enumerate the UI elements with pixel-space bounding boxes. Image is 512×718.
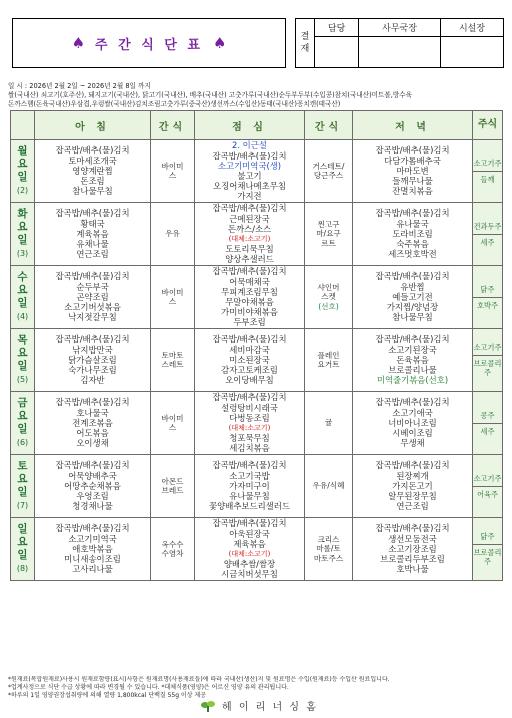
menu-item: 스 — [168, 171, 177, 180]
menu-notes — [8, 676, 508, 700]
menu-item: 숙가나무조림 — [68, 365, 117, 376]
menu-item: 소고기미역국(생) — [217, 160, 282, 171]
origin-cell — [473, 518, 503, 581]
menu-item: 고사리나물 — [72, 564, 113, 575]
day-label-char: 수 — [17, 271, 28, 283]
menu-item: 마/요구 — [316, 229, 341, 239]
menu-item: 소고기미역국 — [68, 533, 117, 544]
menu-item: 잡곡밥/배추(물)김치 — [212, 392, 287, 403]
menu-item: 참나물무침 — [392, 312, 433, 323]
menu-item: 계육볶음 — [76, 228, 109, 239]
menu-item: 크리스 — [317, 534, 340, 544]
table-row — [11, 203, 503, 266]
breakfast-cell — [35, 329, 151, 392]
origin-item: 콩주 — [473, 408, 502, 424]
origin-cell — [473, 392, 503, 455]
lunch-cell — [195, 140, 305, 203]
menu-item: 전계조볶음 — [72, 417, 113, 428]
menu-item: 무피계조림무침 — [221, 286, 278, 297]
menu-item: 요거트 — [317, 360, 340, 369]
day-label-char: 일 — [17, 549, 28, 561]
menu-item: 세즈멋호박전 — [388, 249, 437, 260]
menu-item: 유나물국 — [396, 218, 429, 229]
menu-item: 소고기장조림 — [388, 543, 437, 554]
menu-item: 근메된장국 — [229, 213, 270, 224]
day-label — [11, 518, 35, 581]
day-label-char: 일 — [17, 297, 28, 309]
day-label-char: 일 — [17, 423, 28, 435]
menu-period: 일 시 : 2026년 2월 2일 ~ 2026년 2월 8일 까지 — [8, 82, 151, 90]
note-line: *하루의 1일 영양권장섭취량에 의해 열량 1,800kcal 단백질 55g 이상 제공 — [8, 692, 207, 699]
menu-item: 스레트 — [161, 360, 184, 369]
menu-item: 미소된장국 — [229, 354, 270, 365]
menu-item: 닭가슴살조림 — [68, 354, 117, 365]
approval-label: 결 재 — [296, 19, 315, 68]
snack-cell — [305, 455, 353, 518]
menu-item: 돈육볶음 — [396, 354, 429, 365]
lunch-cell — [195, 203, 305, 266]
menu-item: 감자고토케조림 — [221, 365, 278, 376]
day-label-char: 월 — [17, 145, 28, 157]
menu-item: 어묵양배추국 — [68, 470, 117, 481]
menu-item: 바이미 — [161, 161, 184, 171]
breakfast-cell — [35, 266, 151, 329]
menu-item: 김자반 — [80, 375, 105, 386]
approval-sign-manager[interactable] — [359, 37, 441, 68]
day-label — [11, 392, 35, 455]
menu-item: 된장찌개 — [396, 470, 429, 481]
menu-item: 양상추샐러드 — [225, 254, 274, 265]
menu-item: 잡곡밥/배추(물)김치 — [212, 460, 287, 471]
menu-item: 귤 — [324, 418, 333, 428]
spade-icon: ♠ — [212, 34, 227, 52]
menu-item: 숙주볶음 — [396, 239, 429, 250]
menu-item: 잡곡밥/배추(물)김치 — [212, 266, 287, 277]
menu-item: 양배추쌈/쌈장 — [223, 559, 276, 570]
day-label — [11, 266, 35, 329]
approval-sign-staff[interactable] — [315, 37, 359, 68]
menu-item: 들깨무나물 — [392, 176, 433, 187]
day-label-char: 일 — [17, 486, 28, 498]
menu-item: 바이미 — [161, 413, 184, 423]
menu-item: 잡곡밥/배추(물)김치 — [375, 397, 450, 408]
column-header-origin: 주식 — [473, 111, 503, 140]
table-row — [11, 518, 503, 581]
day-label-char: 요 — [17, 158, 28, 170]
day-label-char: (5) — [16, 375, 29, 384]
day-label-char: 요 — [17, 536, 28, 548]
menu-item: 어땅추순채볶음 — [64, 480, 121, 491]
menu-item: 청경채나물 — [72, 501, 113, 512]
origin-item: 세주 — [480, 426, 495, 436]
menu-item: 잡곡밥/배추(물)김치 — [55, 460, 130, 471]
menu-item: 너비아니조림 — [388, 417, 437, 428]
menu-item: 유채나물 — [76, 239, 109, 250]
dinner-cell — [353, 140, 473, 203]
origin-cell — [473, 203, 503, 266]
note-line: *원재료(복합원재료)사용시 원재료함량(표시)사항은 원재료명(사용재료들)에 따라 국내산(생산)지 및 원료명은 수입(원재료)등 수입산 원료입니다. — [8, 676, 390, 683]
origin-cell — [473, 329, 503, 392]
breakfast-cell — [35, 203, 151, 266]
menu-item: 도라비조림 — [392, 228, 433, 239]
menu-item: (대체:소고기) — [228, 424, 271, 432]
origin-item: 건과두주 — [473, 219, 502, 235]
menu-item: 브로콜리두부조림 — [380, 554, 445, 565]
lunch-cell — [195, 392, 305, 455]
menu-item: 유반찜 — [400, 281, 425, 292]
menu-item: 미역줄기볶음(선호) — [376, 375, 449, 386]
menu-item: 옥수수 — [161, 539, 184, 549]
origin-item: 어육주 — [477, 489, 498, 499]
day-label-char: (7) — [16, 501, 29, 510]
menu-item: 아몬드 — [161, 476, 184, 486]
dinner-cell — [353, 329, 473, 392]
menu-item: 다벙동조림 — [229, 412, 270, 423]
day-label — [11, 455, 35, 518]
menu-item: 세김치볶음 — [229, 443, 270, 454]
corner-header — [11, 111, 35, 140]
menu-item: 소고기국밥 — [229, 470, 270, 481]
origin-item: 닭주 — [473, 282, 502, 298]
day-label-char: 토 — [17, 460, 28, 472]
menu-item: 잡곡밥/배추(물)김치 — [375, 523, 450, 534]
column-header-snack: 간식 — [305, 111, 353, 140]
menu-item: 토마세조개국 — [68, 155, 117, 166]
snack-cell — [151, 329, 195, 392]
menu-item: 가지전 — [237, 191, 262, 202]
menu-item: 시베이조림 — [392, 428, 433, 439]
menu-item: 스켓 — [321, 292, 336, 302]
facility-name: 헤 이 리 너 싱 홈 — [222, 702, 318, 713]
menu-item: 황태국 — [80, 218, 105, 229]
menu-item: 잡곡밥/배추(물)김치 — [375, 208, 450, 219]
menu-item: 무말야채볶음 — [225, 297, 274, 307]
day-label-char: (4) — [16, 312, 29, 321]
dinner-cell — [353, 266, 473, 329]
day-label-char: 요 — [17, 284, 28, 296]
menu-item: 우유 — [165, 229, 180, 239]
menu-item: 잡곡밥/배추(물)김치 — [55, 523, 130, 534]
snack-cell — [305, 518, 353, 581]
approval-column-director: 시설장 — [440, 19, 503, 37]
day-label-char: 화 — [17, 208, 28, 220]
lunch-cell — [195, 455, 305, 518]
menu-item: 르트 — [321, 238, 336, 248]
menu-item: 무생채 — [400, 438, 425, 449]
menu-item: 아욱된장국 — [229, 528, 270, 539]
menu-item: 마롤/토 — [316, 544, 341, 554]
day-label-char: 일 — [17, 234, 28, 246]
menu-item: 호박나물 — [396, 564, 429, 575]
menu-item: 잡곡밥/배추(물)김치 — [375, 145, 450, 156]
day-label — [11, 329, 35, 392]
origin-info — [8, 82, 508, 109]
menu-item: 순두부국 — [76, 281, 109, 292]
menu-item: 잡곡밥/배추(물)김치 — [375, 271, 450, 282]
approval-column-staff: 담당 — [315, 19, 359, 37]
dinner-cell — [353, 455, 473, 518]
menu-item: 잡곡밥/배추(물)김치 — [55, 208, 130, 219]
menu-item: 낚지밥만국 — [72, 344, 113, 355]
day-label-char: (6) — [16, 438, 29, 447]
menu-item: 오징어채나메초무침 — [213, 181, 286, 192]
day-label-char: 일 — [17, 523, 28, 535]
origin-item: 호박주 — [477, 300, 498, 310]
day-label-char: 금 — [17, 397, 28, 409]
snack-cell — [305, 140, 353, 203]
column-header-breakfast: 아 침 — [35, 111, 151, 140]
column-header-dinner: 저 녁 — [353, 111, 473, 140]
footer — [200, 698, 318, 713]
table-row — [11, 392, 503, 455]
menu-item: 유나물무침 — [229, 491, 270, 502]
snack-cell — [151, 392, 195, 455]
menu-item: 브로콜리나물 — [388, 365, 437, 376]
menu-item: 잡곡밥/배추(물)김치 — [375, 334, 450, 345]
menu-item: 토마토 — [161, 350, 184, 360]
menu-item: 알무된장무침 — [388, 491, 437, 502]
origin-cell — [473, 266, 503, 329]
menu-item: 돈조림 — [80, 176, 105, 187]
dinner-cell — [353, 518, 473, 581]
snack-cell — [151, 455, 195, 518]
lunch-cell — [195, 518, 305, 581]
menu-item: 청포묵무침 — [229, 433, 270, 444]
origin-item: 소고기주 — [473, 471, 502, 487]
snack-cell — [305, 266, 353, 329]
column-header-snack: 간식 — [151, 111, 195, 140]
approval-sign-director[interactable] — [440, 37, 503, 68]
lunch-cell — [195, 266, 305, 329]
menu-item: 낙지젓갈무침 — [68, 312, 117, 323]
menu-item: 수염차 — [161, 549, 184, 558]
day-label-char: (3) — [16, 249, 29, 258]
menu-item: 도토리묵무침 — [225, 244, 274, 255]
menu-item: (선호) — [318, 301, 339, 311]
menu-item: 2. 이근설 — [232, 140, 267, 151]
menu-item: 오이당배무침 — [225, 375, 274, 386]
page-title: 주 간 식 단 표 — [95, 37, 203, 53]
table-row — [11, 266, 503, 329]
menu-item: 어도볶음 — [76, 428, 109, 439]
origin-line: 쌀(국내산) 쇠고기(호주산), 돼지고기(국내산), 닭고기(국내산), 배추(국내산) 고춧가루(국내산)순두부두부(수입콩)참치(국내산)미트볼,방수육 — [8, 91, 412, 99]
snack-cell — [305, 329, 353, 392]
approval-column-manager: 사무국장 — [359, 19, 441, 37]
table-row — [11, 455, 503, 518]
day-label-char: 요 — [17, 473, 28, 485]
day-label-char: (8) — [16, 564, 29, 573]
menu-item: 생선모둠전국 — [388, 533, 437, 544]
day-label — [11, 203, 35, 266]
snack-cell — [151, 203, 195, 266]
origin-item: 닭주 — [473, 529, 502, 545]
day-label-char: 목 — [17, 334, 28, 346]
menu-item: 소고기버섯볶음 — [64, 302, 121, 313]
menu-item: 잡곡밥/배추(물)김치 — [55, 145, 130, 156]
menu-item: 찐고구 — [317, 219, 340, 229]
weekly-menu-table — [10, 110, 503, 581]
menu-item: 영양계란찜 — [72, 165, 113, 176]
menu-item: 마마도변 — [396, 165, 429, 176]
dinner-cell — [353, 392, 473, 455]
menu-item: 스 — [168, 423, 177, 432]
breakfast-cell — [35, 140, 151, 203]
day-label — [11, 140, 35, 203]
note-line: *업계사정으로 식단 수급 상황에 따라 변경될 수 있습니다. *대체식품(영양)은 어르신 영양 유의 관리됩니다. — [8, 684, 289, 691]
menu-item: (대체:소고기) — [228, 235, 271, 243]
table-row — [11, 140, 503, 203]
snack-cell — [151, 140, 195, 203]
menu-item: 당근주스 — [313, 171, 344, 180]
origin-item: 소고기주 — [473, 156, 502, 172]
menu-item: 연근조림 — [76, 249, 109, 260]
leaf-logo-icon — [200, 699, 216, 713]
menu-item: 호나물국 — [76, 407, 109, 418]
breakfast-cell — [35, 518, 151, 581]
origin-item: 브로콜리주 — [473, 548, 502, 566]
day-label-char: 일 — [17, 360, 28, 372]
menu-item: 우유/식혜 — [312, 481, 345, 491]
menu-item: 브레드 — [161, 486, 184, 495]
breakfast-cell — [35, 455, 151, 518]
dinner-cell — [353, 203, 473, 266]
menu-item: (대체:소고기) — [228, 550, 271, 558]
day-label-char: 요 — [17, 221, 28, 233]
menu-item: 예들고기전 — [392, 291, 433, 302]
origin-cell — [473, 140, 503, 203]
menu-item: 꽃양배추보드리샐러드 — [209, 501, 290, 512]
snack-cell — [305, 203, 353, 266]
menu-item: 플레인 — [317, 350, 340, 360]
snack-cell — [151, 518, 195, 581]
day-label-char: (2) — [16, 186, 29, 195]
spade-icon: ♠ — [71, 34, 86, 52]
menu-item: 애호박볶음 — [72, 543, 113, 554]
menu-item: 불고기 — [237, 171, 262, 181]
menu-item: 바이미 — [161, 287, 184, 297]
menu-item: 어묵매채국 — [229, 276, 270, 287]
menu-title-box — [12, 18, 286, 68]
menu-item: 제육볶음 — [233, 538, 266, 549]
origin-item: 세주 — [480, 237, 495, 247]
menu-item: 다담가톰배추국 — [384, 155, 441, 166]
menu-item: 잡곡밥/배추(물)김치 — [212, 334, 287, 345]
menu-item: 소고기애국 — [392, 407, 433, 418]
menu-item: 잡곡밥/배추(물)김치 — [55, 334, 130, 345]
menu-item: 스 — [168, 297, 177, 306]
snack-cell — [305, 392, 353, 455]
menu-item: 곤약조림 — [76, 291, 109, 302]
menu-item: 소고기된장국 — [388, 344, 437, 355]
menu-item: 세비마감국 — [229, 344, 270, 355]
day-label-char: 요 — [17, 410, 28, 422]
menu-item: 가미비야채볶음 — [221, 307, 278, 318]
day-label-char: 일 — [17, 171, 28, 183]
approval-box — [295, 18, 504, 68]
day-label-char: 요 — [17, 347, 28, 359]
menu-item: 샤인머 — [317, 282, 340, 292]
menu-item: 거스테트/ — [312, 161, 345, 171]
origin-item: 브로콜리주 — [473, 359, 502, 377]
menu-item: 잡곡밥/배추(물)김치 — [212, 518, 287, 529]
menu-item: 가지찜/양념장 — [386, 302, 439, 313]
menu-item: 참나물무침 — [72, 186, 113, 197]
origin-item: 소고기주 — [473, 340, 502, 356]
menu-item: 우엉조림 — [76, 491, 109, 502]
menu-item: 잡곡밥/배추(물)김치 — [212, 203, 287, 214]
menu-body — [11, 140, 503, 581]
breakfast-cell — [35, 392, 151, 455]
menu-item: 잡곡밥/배추(물)김치 — [212, 150, 287, 161]
menu-item: 시금치버섯무침 — [221, 569, 278, 580]
menu-item: 잡곡밥/배추(물)김치 — [375, 460, 450, 471]
origin-item: 들깨 — [480, 174, 495, 184]
menu-item: 잔멸치볶음 — [392, 186, 433, 197]
menu-item: 미니새송이조림 — [64, 554, 121, 565]
menu-item: 오이생채 — [76, 438, 109, 449]
snack-cell — [151, 266, 195, 329]
menu-item: 잡곡밥/배추(물)김치 — [55, 397, 130, 408]
lunch-cell — [195, 329, 305, 392]
menu-item: 두부조림 — [233, 317, 266, 328]
table-row — [11, 329, 503, 392]
menu-item: 가지돈고기 — [392, 480, 433, 491]
menu-item: 가자미구이 — [229, 480, 270, 491]
menu-item: 연근조림 — [396, 501, 429, 512]
menu-item: 설렁탕비시래국 — [221, 402, 278, 413]
origin-cell — [473, 455, 503, 518]
column-header-lunch: 점 심 — [195, 111, 305, 140]
menu-item: 돈까스/소스 — [227, 223, 272, 234]
menu-item: 잡곡밥/배추(물)김치 — [55, 271, 130, 282]
origin-line: 돈까스햄(돈육국내산)우삼겹,우렁쌀(국내산)김치조림고춧가루(중국산)생선까스(수입산)동태(국내산)꽁치캔(태국산) — [8, 100, 341, 108]
menu-item: 마토주스 — [313, 553, 344, 563]
